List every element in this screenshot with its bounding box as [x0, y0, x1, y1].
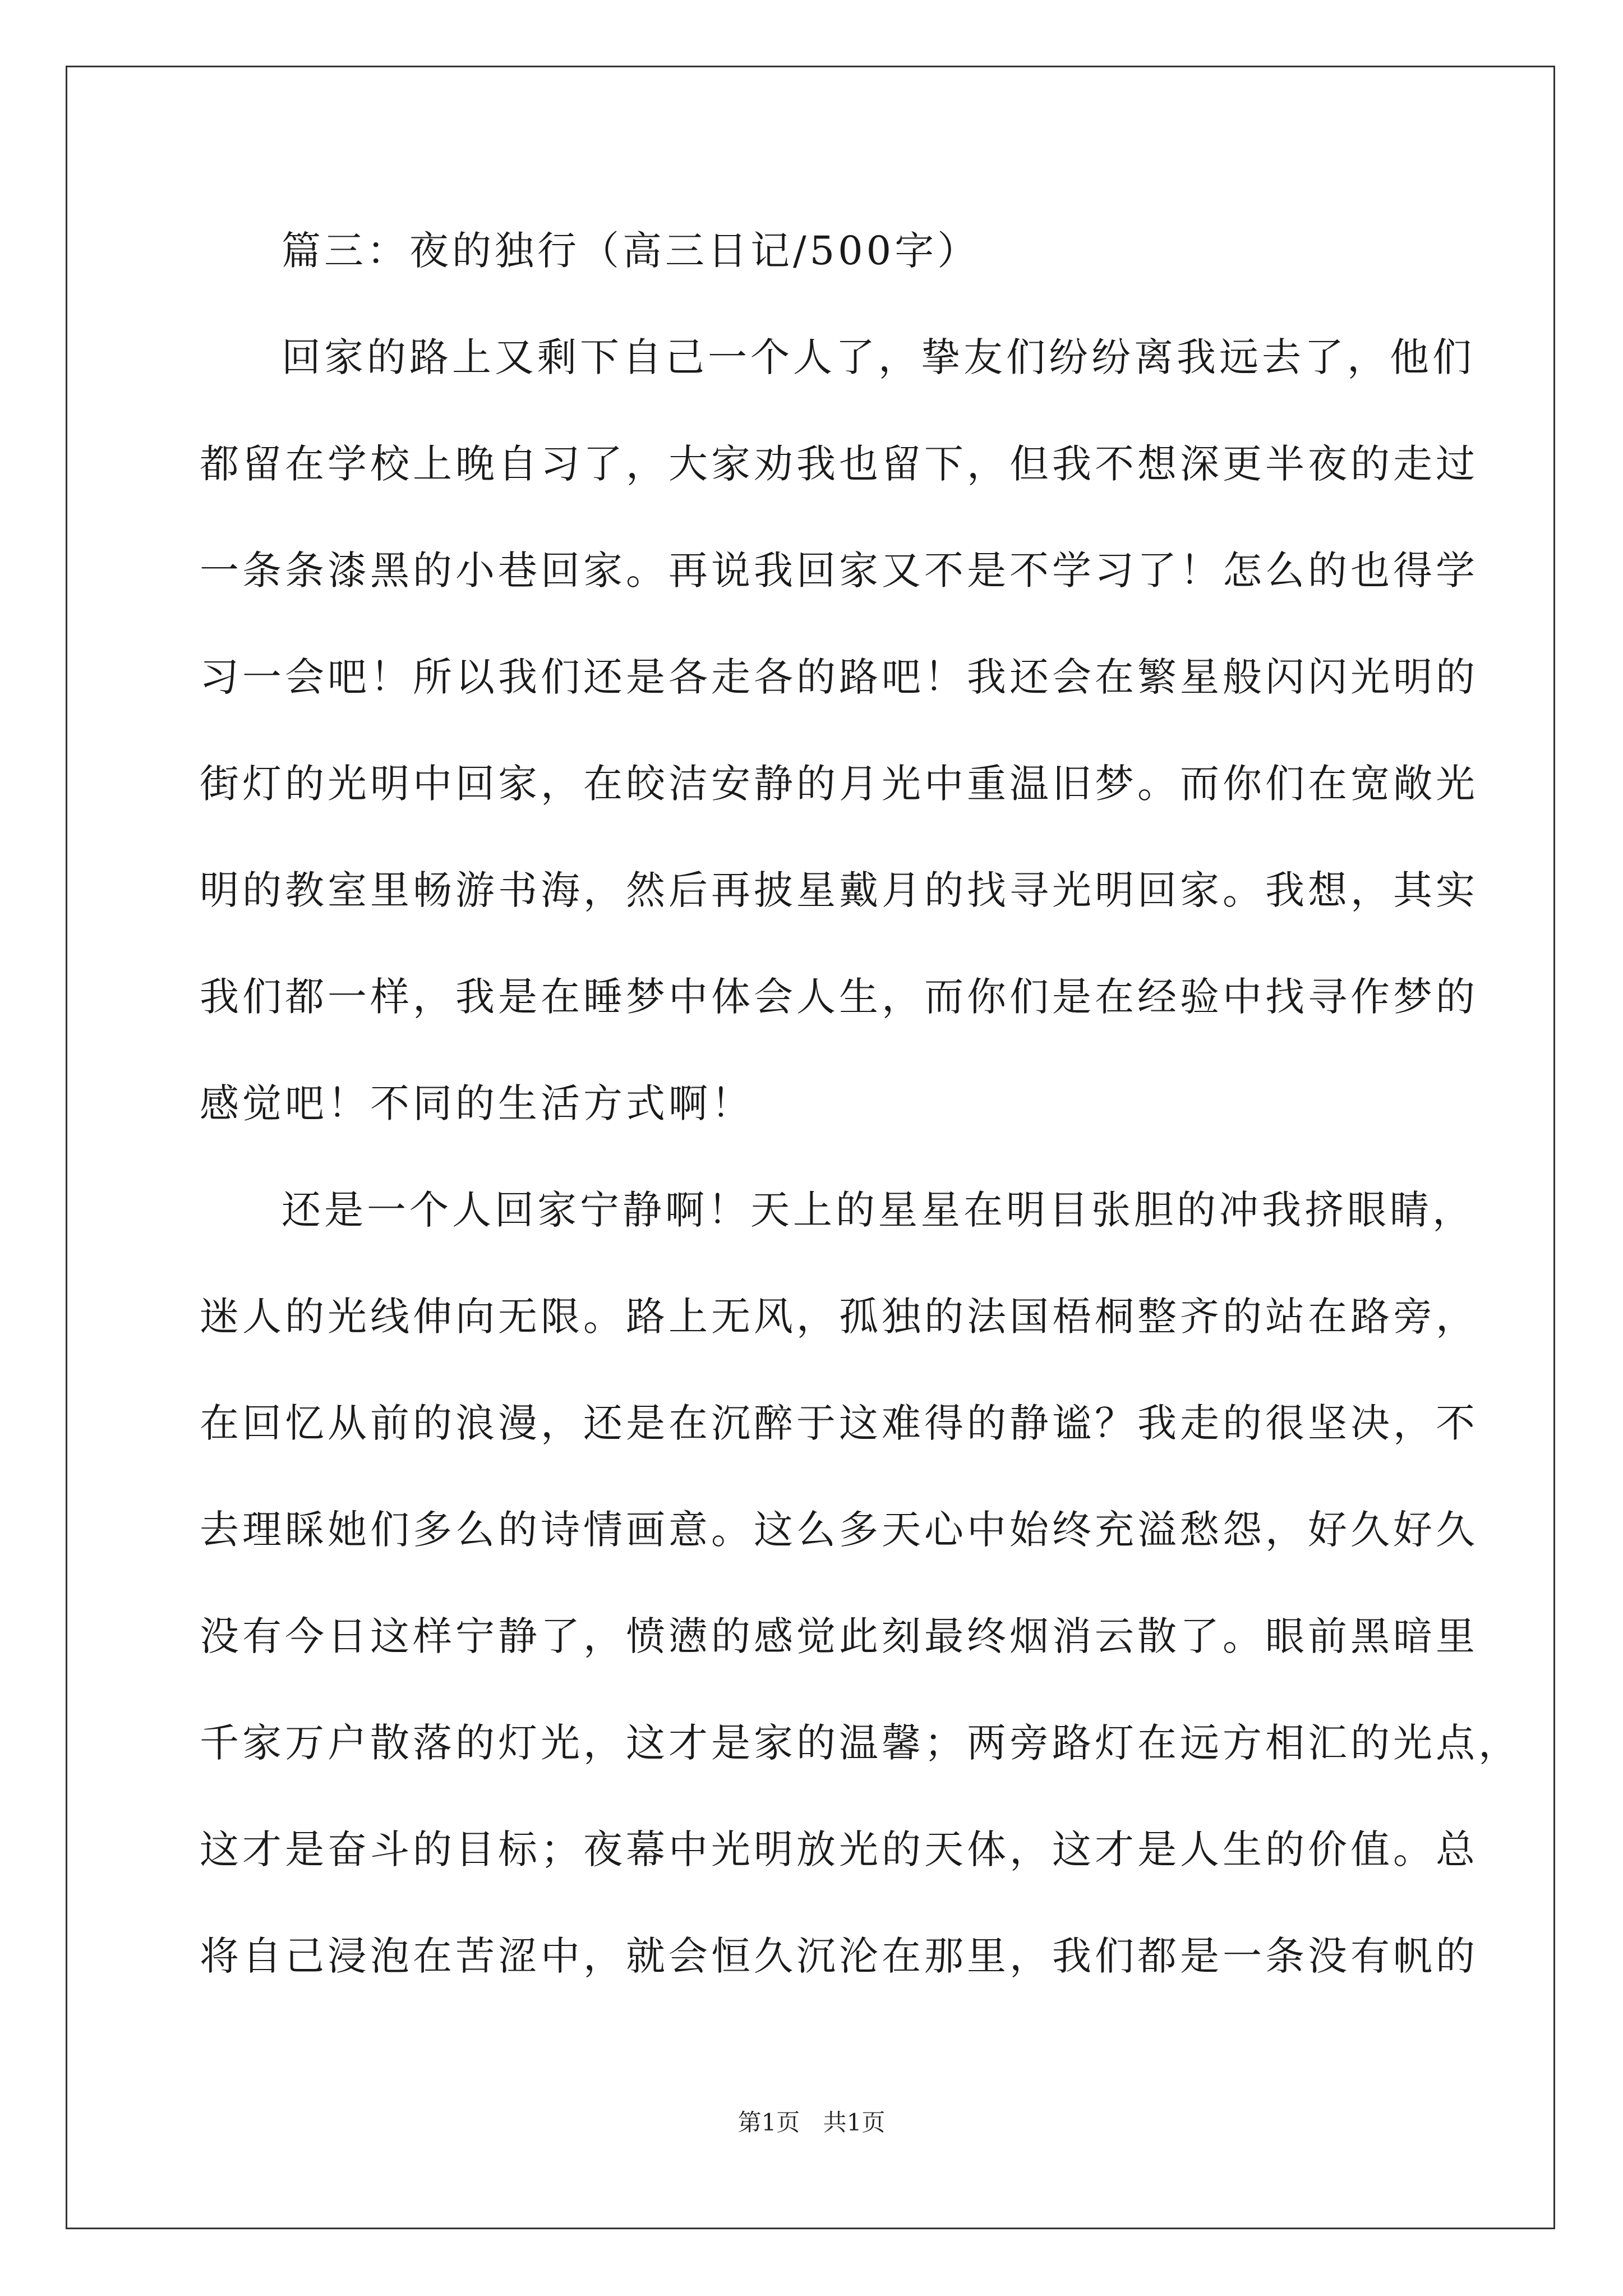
- paragraph-1-line-1: 回家的路上又剩下自己一个人了，挚友们纷纷离我远去了，他们: [282, 334, 1475, 380]
- paragraph-2-line-8: 将自己浸泡在苦涩中，就会恒久沉沦在那里，我们都是一条没有帆的: [200, 1933, 1478, 1979]
- page-number: 第1页: [737, 2109, 800, 2136]
- page-footer: [0, 2106, 1623, 2139]
- paragraph-2-line-5: 没有今日这样宁静了，愤懑的感觉此刻最终烟消云散了。眼前黑暗里: [200, 1613, 1478, 1659]
- paragraph-1-line-3: 一条条漆黑的小巷回家。再说我回家又不是不学习了！怎么的也得学: [200, 547, 1478, 593]
- paragraph-2-line-7: 这才是奋斗的目标；夜幕中光明放光的天体，这才是人生的价值。总: [200, 1826, 1478, 1872]
- paragraph-1-line-2: 都留在学校上晚自习了，大家劝我也留下，但我不想深更半夜的走过: [200, 441, 1478, 487]
- document-heading: 篇三：夜的独行（高三日记/500字）: [282, 228, 980, 274]
- paragraph-2-line-4: 去理睬她们多么的诗情画意。这么多天心中始终充溢愁怨，好久好久: [200, 1507, 1478, 1553]
- paragraph-1-line-4: 习一会吧！所以我们还是各走各的路吧！我还会在繁星般闪闪光明的: [200, 654, 1478, 700]
- paragraph-1-line-7: 我们都一样，我是在睡梦中体会人生，而你们是在经验中找寻作梦的: [200, 974, 1478, 1020]
- paragraph-2-line-3: 在回忆从前的浪漫，还是在沉醉于这难得的静谧？我走的很坚决，不: [200, 1400, 1478, 1446]
- paragraph-1-line-6: 明的教室里畅游书海，然后再披星戴月的找寻光明回家。我想，其实: [200, 867, 1478, 913]
- paragraph-2-line-2: 迷人的光线伸向无限。路上无风，孤独的法国梧桐整齐的站在路旁，: [200, 1294, 1478, 1340]
- paragraph-2-line-1: 还是一个人回家宁静啊！天上的星星在明目张胆的冲我挤眼睛，: [282, 1187, 1475, 1233]
- page-border: [66, 66, 1555, 2229]
- paragraph-2-line-6: 千家万户散落的灯光，这才是家的温馨；两旁路灯在远方相汇的光点，: [200, 1720, 1521, 1766]
- paragraph-1-line-5: 街灯的光明中回家，在皎洁安静的月光中重温旧梦。而你们在宽敞光: [200, 761, 1478, 807]
- paragraph-1-line-8: 感觉吧！不同的生活方式啊！: [200, 1080, 754, 1126]
- total-pages: 共1页: [823, 2109, 886, 2136]
